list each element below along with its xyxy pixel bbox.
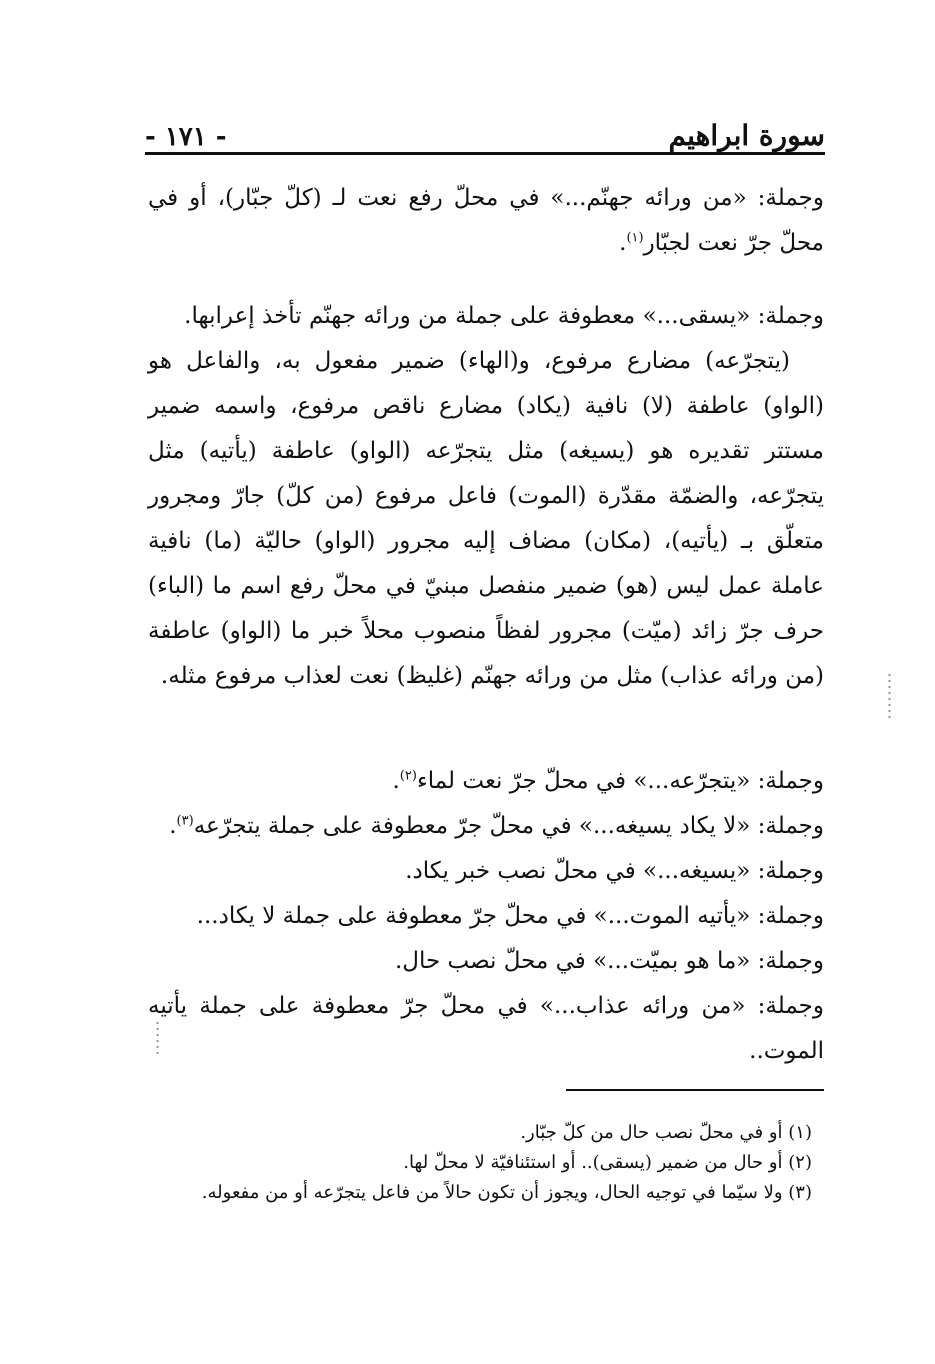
scan-margin-mark [156, 1020, 159, 1054]
list-item-text: وجملة: «يسيغه...» في محلّ نصب خبر يكاد. [405, 858, 824, 884]
main-text [148, 176, 824, 1074]
paragraph-1 [148, 176, 824, 266]
list-item-end: . [169, 813, 177, 839]
list-item [148, 759, 824, 804]
list-item [148, 849, 824, 894]
footnote-ref-2: (٢) [399, 768, 417, 784]
header-rule [145, 152, 825, 155]
sentence-list [148, 759, 824, 1074]
page-number: - ١٧١ - [145, 122, 227, 152]
paragraph-1-text: وجملة: «من ورائه جهنّم...» في محلّ رفع نعت لـ (كلّ جبّار)، أو في محلّ جرّ نعت لجبّار [148, 185, 824, 256]
footnote-separator [566, 1089, 824, 1091]
scan-margin-mark [888, 672, 891, 720]
list-item [148, 894, 824, 939]
footnotes [148, 1118, 812, 1208]
running-title: سورة ابراهيم [668, 119, 825, 152]
list-item [148, 984, 824, 1074]
list-item-text: وجملة: «يأتيه الموت...» في محلّ جرّ معطوفة على جملة لا يكاد... [196, 903, 824, 929]
page-header [145, 112, 825, 152]
footnote-ref-3: (٣) [176, 813, 194, 829]
paragraph-3: (يتجرّعه) مضارع مرفوع، و(الهاء) ضمير مفعول به، والفاعل هو (الواو) عاطفة (لا) نافية (يكاد) مضارع ناقص مرفوع، واسمه ضمير مستتر تقديره هو (يسيغه) مثل يتجرّعه (الواو) عاطفة (يأتيه) مثل يتجرّعه، والضمّة مقدّرة (الموت) فاعل مرفوع (من كلّ) جارّ ومجرور متعلّق بـ (يأتيه)، (مكان) مضاف إليه مجرور (الواو) حاليّة (ما) نافية عاملة عمل ليس (هو) ضمير منفصل مبنيّ في محلّ رفع اسم ما (الباء) حرف جرّ زائد (ميّت) مجرور لفظاً منصوب محلاً خبر ما (الواو) عاطفة (من ورائه عذاب) مثل من ورائه جهنّم (غليظ) نعت لعذاب مرفوع مثله. [148, 348, 824, 689]
list-item-text: وجملة: «ما هو بميّت...» في محلّ نصب حال. [394, 948, 824, 974]
paragraph-1-end: . [619, 230, 627, 256]
footnote-ref-1: (١) [626, 230, 644, 246]
footnote-1: (١) أو في محلّ نصب حال من كلّ جبّار. [520, 1122, 812, 1143]
list-item [148, 939, 824, 984]
list-item-text: وجملة: «يتجرّعه...» في محلّ جرّ نعت لماء [416, 768, 824, 794]
list-item-end: . [392, 768, 400, 794]
paragraph-2: وجملة: «يسقى...» معطوفة على جملة من ورائه جهنّم تأخذ إعرابها. [184, 303, 824, 329]
list-item [148, 804, 824, 849]
footnote-3: (٣) ولا سيّما في توجيه الحال، ويجوز أن تكون حالاً من فاعل يتجرّعه أو من مفعوله. [201, 1182, 812, 1203]
list-item-text: وجملة: «من ورائه عذاب...» في محلّ جرّ معطوفة على جملة يأتيه الموت.. [148, 993, 824, 1064]
footnote-2: (٢) أو حال من ضمير (يسقى).. أو استئنافيّة لا محلّ لها. [403, 1152, 812, 1173]
list-item-text: وجملة: «لا يكاد يسيغه...» في محلّ جرّ معطوفة على جملة يتجرّعه [193, 813, 824, 839]
